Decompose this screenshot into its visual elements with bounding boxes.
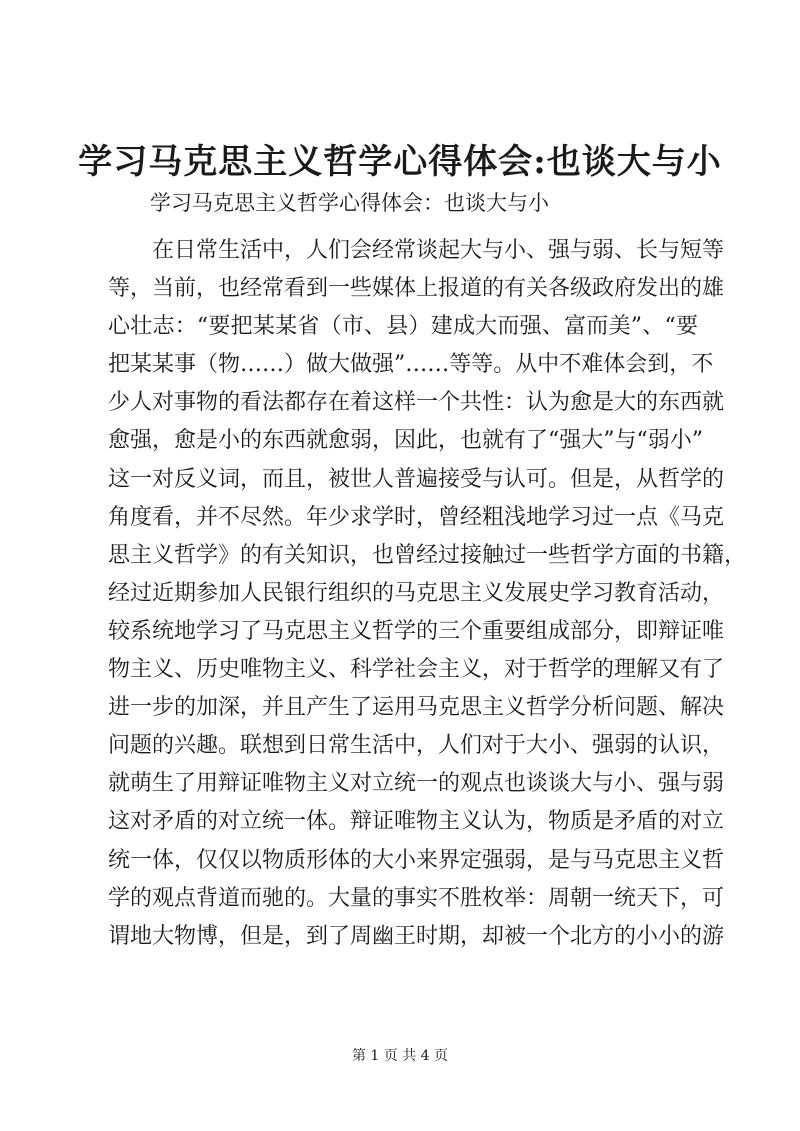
body-text [108, 232, 747, 956]
body-line: 这对矛盾的对立统一体。辩证唯物主义认为，物质是矛盾的对立 [108, 809, 725, 835]
body-line: 学的观点背道而驰的。大量的事实不胜枚举：周朝一统天下，可 [108, 885, 725, 911]
body-line: 物主义、历史唯物主义、科学社会主义，对于哲学的理解又有了 [108, 657, 725, 683]
body-line: 谓地大物博，但是，到了周幽王时期，却被一个北方的小小的游 [108, 923, 725, 949]
body-line: 思主义哲学》的有关知识，也曾经过接触过一些哲学方面的书籍， [108, 542, 747, 568]
body-line: 经过近期参加人民银行组织的马克思主义发展史学习教育活动， [108, 580, 725, 606]
body-line: 心壮志：“要把某某省（市、县）建成大而强、富而美”、“要 [108, 314, 698, 340]
body-line: 等，当前，也经常看到一些媒体上报道的有关各级政府发出的雄 [108, 276, 725, 302]
body-line: 把某某事（物……）做大做强”……等等。从中不难体会到，不 [108, 352, 714, 378]
document-subtitle: 学习马克思主义哲学心得体会：也谈大与小 [150, 191, 549, 215]
body-line: 问题的兴趣。联想到日常生活中，人们对于大小、强弱的认识， [108, 733, 725, 759]
body-line: 较系统地学习了马克思主义哲学的三个重要组成部分，即辩证唯 [108, 618, 725, 644]
body-line: 就萌生了用辩证唯物主义对立统一的观点也谈谈大与小、强与弱 [108, 771, 725, 797]
body-line: 少人对事物的看法都存在着这样一个共性：认为愈是大的东西就 [108, 390, 725, 416]
page-number-footer: 第 1 页 共 4 页 [351, 1048, 449, 1064]
body-line: 统一体，仅仅以物质形体的大小来界定强弱，是与马克思主义哲 [108, 847, 725, 873]
body-line: 角度看，并不尽然。年少求学时，曾经粗浅地学习过一点《马克 [108, 504, 725, 530]
body-line: 愈强，愈是小的东西就愈弱，因此，也就有了“强大”与“弱小” [108, 428, 703, 454]
body-line: 在日常生活中，人们会经常谈起大与小、强与弱、长与短等 [152, 238, 725, 263]
body-line: 这一对反义词，而且，被世人普遍接受与认可。但是，从哲学的 [108, 466, 725, 492]
body-line: 进一步的加深，并且产生了运用马克思主义哲学分析问题、解决 [108, 695, 725, 721]
document-title: 学习马克思主义哲学心得体会:也谈大与小 [78, 142, 722, 182]
